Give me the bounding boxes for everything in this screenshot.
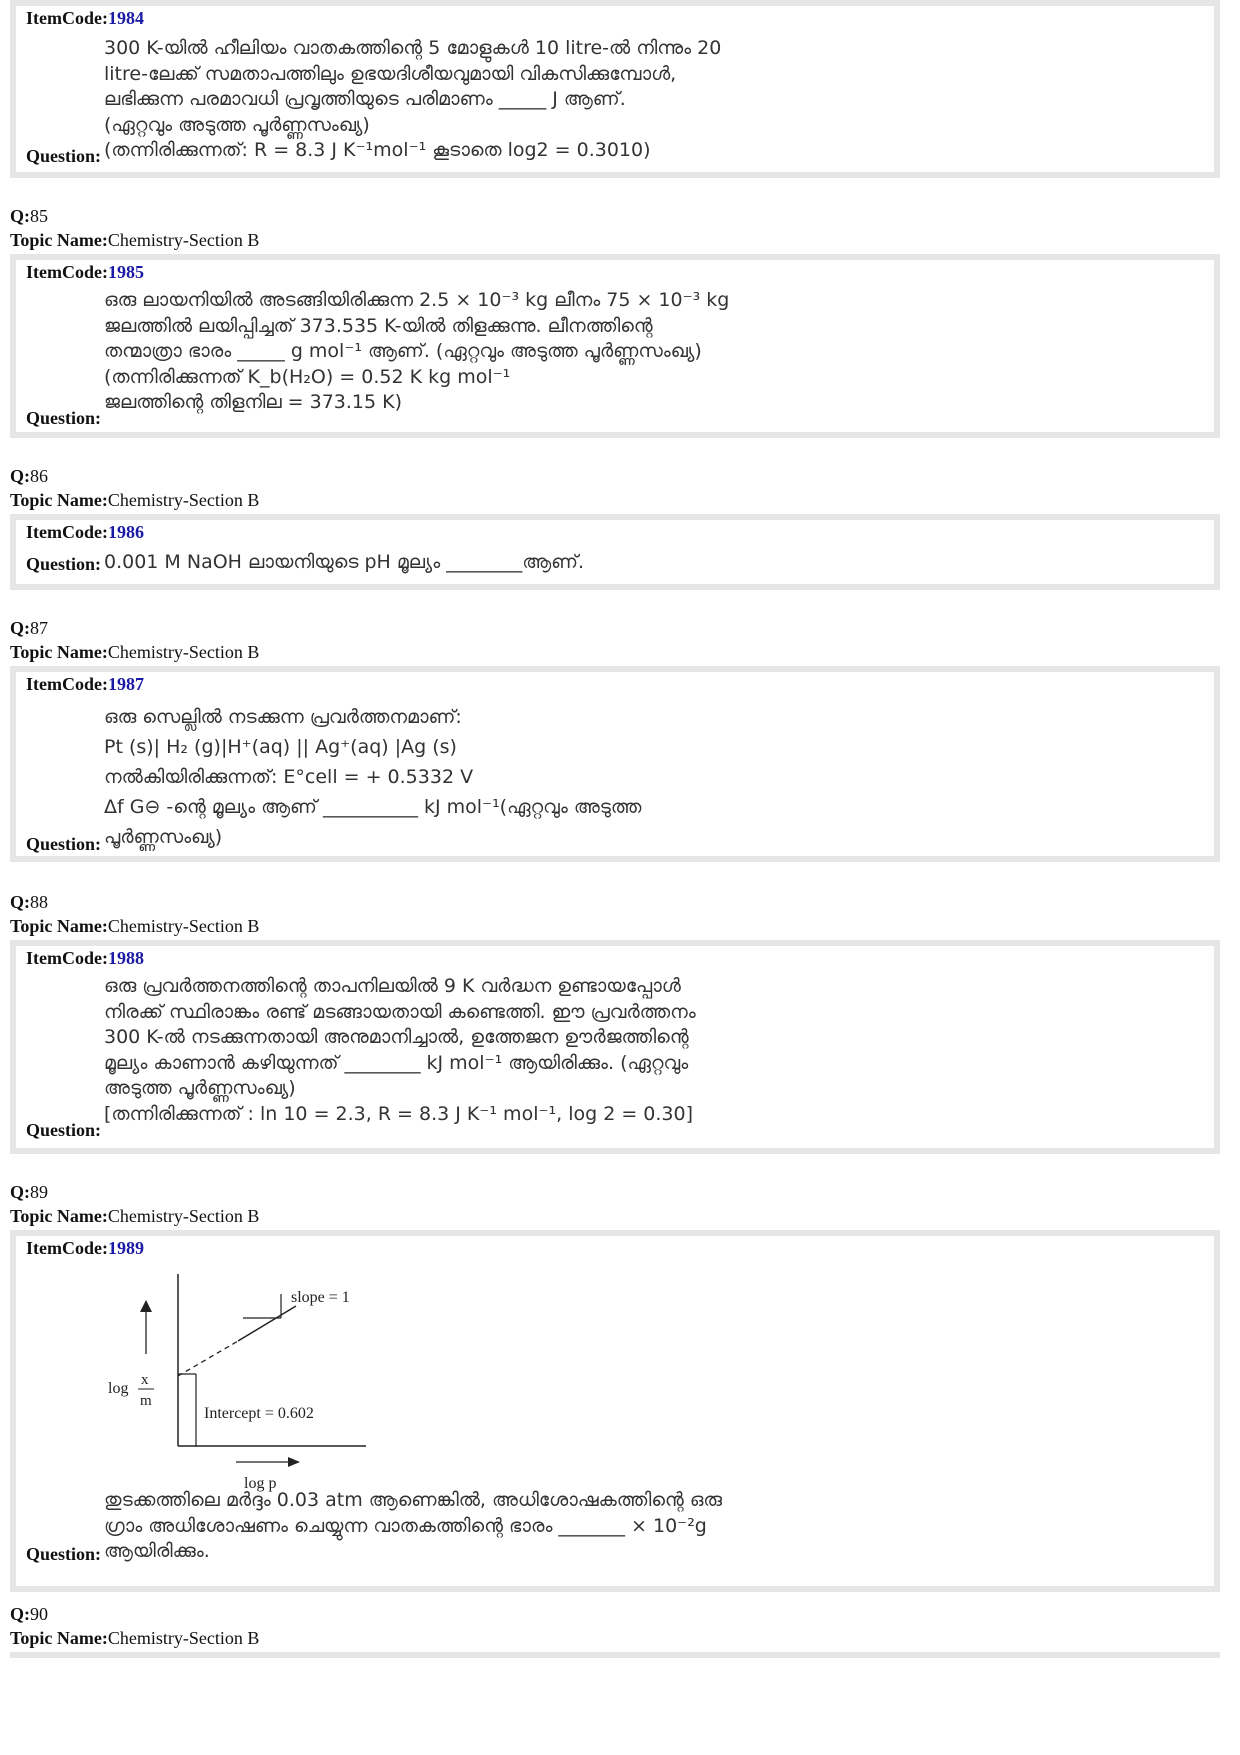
question-text: തുടക്കത്തിലെ മർദ്ദം 0.03 atm ആണെങ്കിൽ, അധിശോഷകത്തിന്റെ ഒരു ഗ്രാം അധിശോഷണം ചെയ്യുന്ന വാതകത്തിന്റെ ഭാരം _______ × 10⁻²g ആയിരിക്കും. xyxy=(104,1489,723,1562)
itemcode-row: ItemCode:1987 xyxy=(26,674,144,694)
question-number: Q:85 xyxy=(10,206,48,226)
question-text: ഒരു ലായനിയിൽ അടങ്ങിയിരിക്കുന്ന 2.5 × 10⁻³ kg ലീനം 75 × 10⁻³ kg ജലത്തിൽ ലയിപ്പിച്ചത് 373.535 K-യിൽ തിളക്കുന്നു. ലീനത്തിന്റെ തന്മാത്രാ ഭാരം _____ g mol⁻¹ ആണ്. (ഏറ്റവും അടുത്ത പൂർണ്ണസംഖ്യ) (തന്നിരിക്കുന്നത് K_b(H₂O) = 0.52 K kg mol⁻¹ ജലത്തിന്റെ തിളനില = 373.15 K) xyxy=(104,289,730,413)
itemcode-row: ItemCode:1988 xyxy=(26,948,144,968)
adsorption-isotherm-graph xyxy=(96,1266,396,1492)
item-box-1989 xyxy=(10,1230,1220,1592)
question-number: Q:90 xyxy=(10,1604,48,1624)
itemcode-row: ItemCode:1985 xyxy=(26,262,144,282)
item-box-1986 xyxy=(10,514,1220,590)
question-label: Question: xyxy=(26,1544,102,1564)
x-axis-label: log p xyxy=(244,1475,277,1492)
intercept-label: Intercept = 0.602 xyxy=(204,1405,314,1422)
item-box-1985 xyxy=(10,254,1220,438)
x-arrow-head xyxy=(288,1457,300,1467)
itemcode-row: ItemCode:1989 xyxy=(26,1238,144,1258)
extrapolation-line xyxy=(178,1341,238,1376)
y-arrow-head xyxy=(140,1300,152,1312)
isotherm-line xyxy=(238,1306,296,1341)
question-text: ഒരു പ്രവർത്തനത്തിന്റെ താപനിലയിൽ 9 K വർദ്ധന ഉണ്ടായപ്പോൾ നിരക്ക് സ്ഥിരാങ്കം രണ്ട് മടങ്ങായതായി കണ്ടെത്തി. ഈ പ്രവർത്തനം 300 K-ൽ നടക്കുന്നതായി അനുമാനിച്ചാൽ, ഉത്തേജന ഊർജത്തിന്റെ മൂല്യം കാണാൻ കഴിയുന്നത് ________ kJ mol⁻¹ ആയിരിക്കും. (ഏറ്റവും അടുത്ത പൂർണ്ണസംഖ്യ) [തന്നിരിക്കുന്നത് : ln 10 = 2.3, R = 8.3 J K⁻¹ mol⁻¹, log 2 = 0.30] xyxy=(104,975,696,1125)
question-number: Q:86 xyxy=(10,466,48,486)
topic-name: Topic Name:Chemistry-Section B xyxy=(10,916,260,936)
question-number: Q:88 xyxy=(10,892,48,912)
question-number: Q:87 xyxy=(10,618,48,638)
topic-name: Topic Name:Chemistry-Section B xyxy=(10,1628,260,1648)
question-label: Question: xyxy=(26,554,102,574)
question-text: ഒരു സെല്ലിൽ നടക്കുന്ന പ്രവർത്തനമാണ്: Pt (s)| H₂ (g)|H⁺(aq) || Ag⁺(aq) |Ag (s) നൽകിയിരിക്കുന്നത്: E°cell = + 0.5332 V Δf G⊖ -ന്റെ മൂല്യം ആണ് __________ kJ mol⁻¹(ഏറ്റവും അടുത്ത പൂർണ്ണസംഖ്യ) xyxy=(104,706,642,848)
y-axis-frac-num: x xyxy=(141,1372,149,1388)
question-number: Q:89 xyxy=(10,1182,48,1202)
topic-name: Topic Name:Chemistry-Section B xyxy=(10,1206,260,1226)
question-text: 0.001 M NaOH ലായനിയുടെ pH മൂല്യം ________ആണ്. xyxy=(104,551,585,573)
slope-label: slope = 1 xyxy=(291,1289,350,1306)
question-label: Question: xyxy=(26,1120,102,1140)
item-box-top-border xyxy=(10,1652,1220,1658)
item-box-1988 xyxy=(10,940,1220,1154)
item-box-1987 xyxy=(10,666,1220,862)
item-box-1984 xyxy=(10,0,1220,178)
question-label: Question: xyxy=(26,408,102,428)
question-text: 300 K-യിൽ ഹീലിയം വാതകത്തിന്റെ 5 മോളുകൾ 10 litre-ൽ നിന്നും 20 litre-ലേക്ക് സമതാപത്തിലും ഉഭയദിശീയവുമായി വികസിക്കുമ്പോൾ, ലഭിക്കുന്ന പരമാവധി പ്രവൃത്തിയുടെ പരിമാണം _____ J ആണ്. (ഏറ്റവും അടുത്ത പൂർണ്ണസംഖ്യ) (തന്നിരിക്കുന്നത്: R = 8.3 J K⁻¹mol⁻¹ കൂടാതെ log2 = 0.3010) xyxy=(104,37,722,161)
question-label: Question: xyxy=(26,146,102,166)
topic-name: Topic Name:Chemistry-Section B xyxy=(10,490,260,510)
y-axis-frac-den: m xyxy=(140,1393,152,1409)
y-axis-label: log xyxy=(108,1380,129,1397)
itemcode-row: ItemCode:1984 xyxy=(26,8,144,28)
itemcode-row: ItemCode:1986 xyxy=(26,522,144,542)
topic-name: Topic Name:Chemistry-Section B xyxy=(10,642,260,662)
question-label: Question: xyxy=(26,834,102,854)
topic-name: Topic Name:Chemistry-Section B xyxy=(10,230,260,250)
